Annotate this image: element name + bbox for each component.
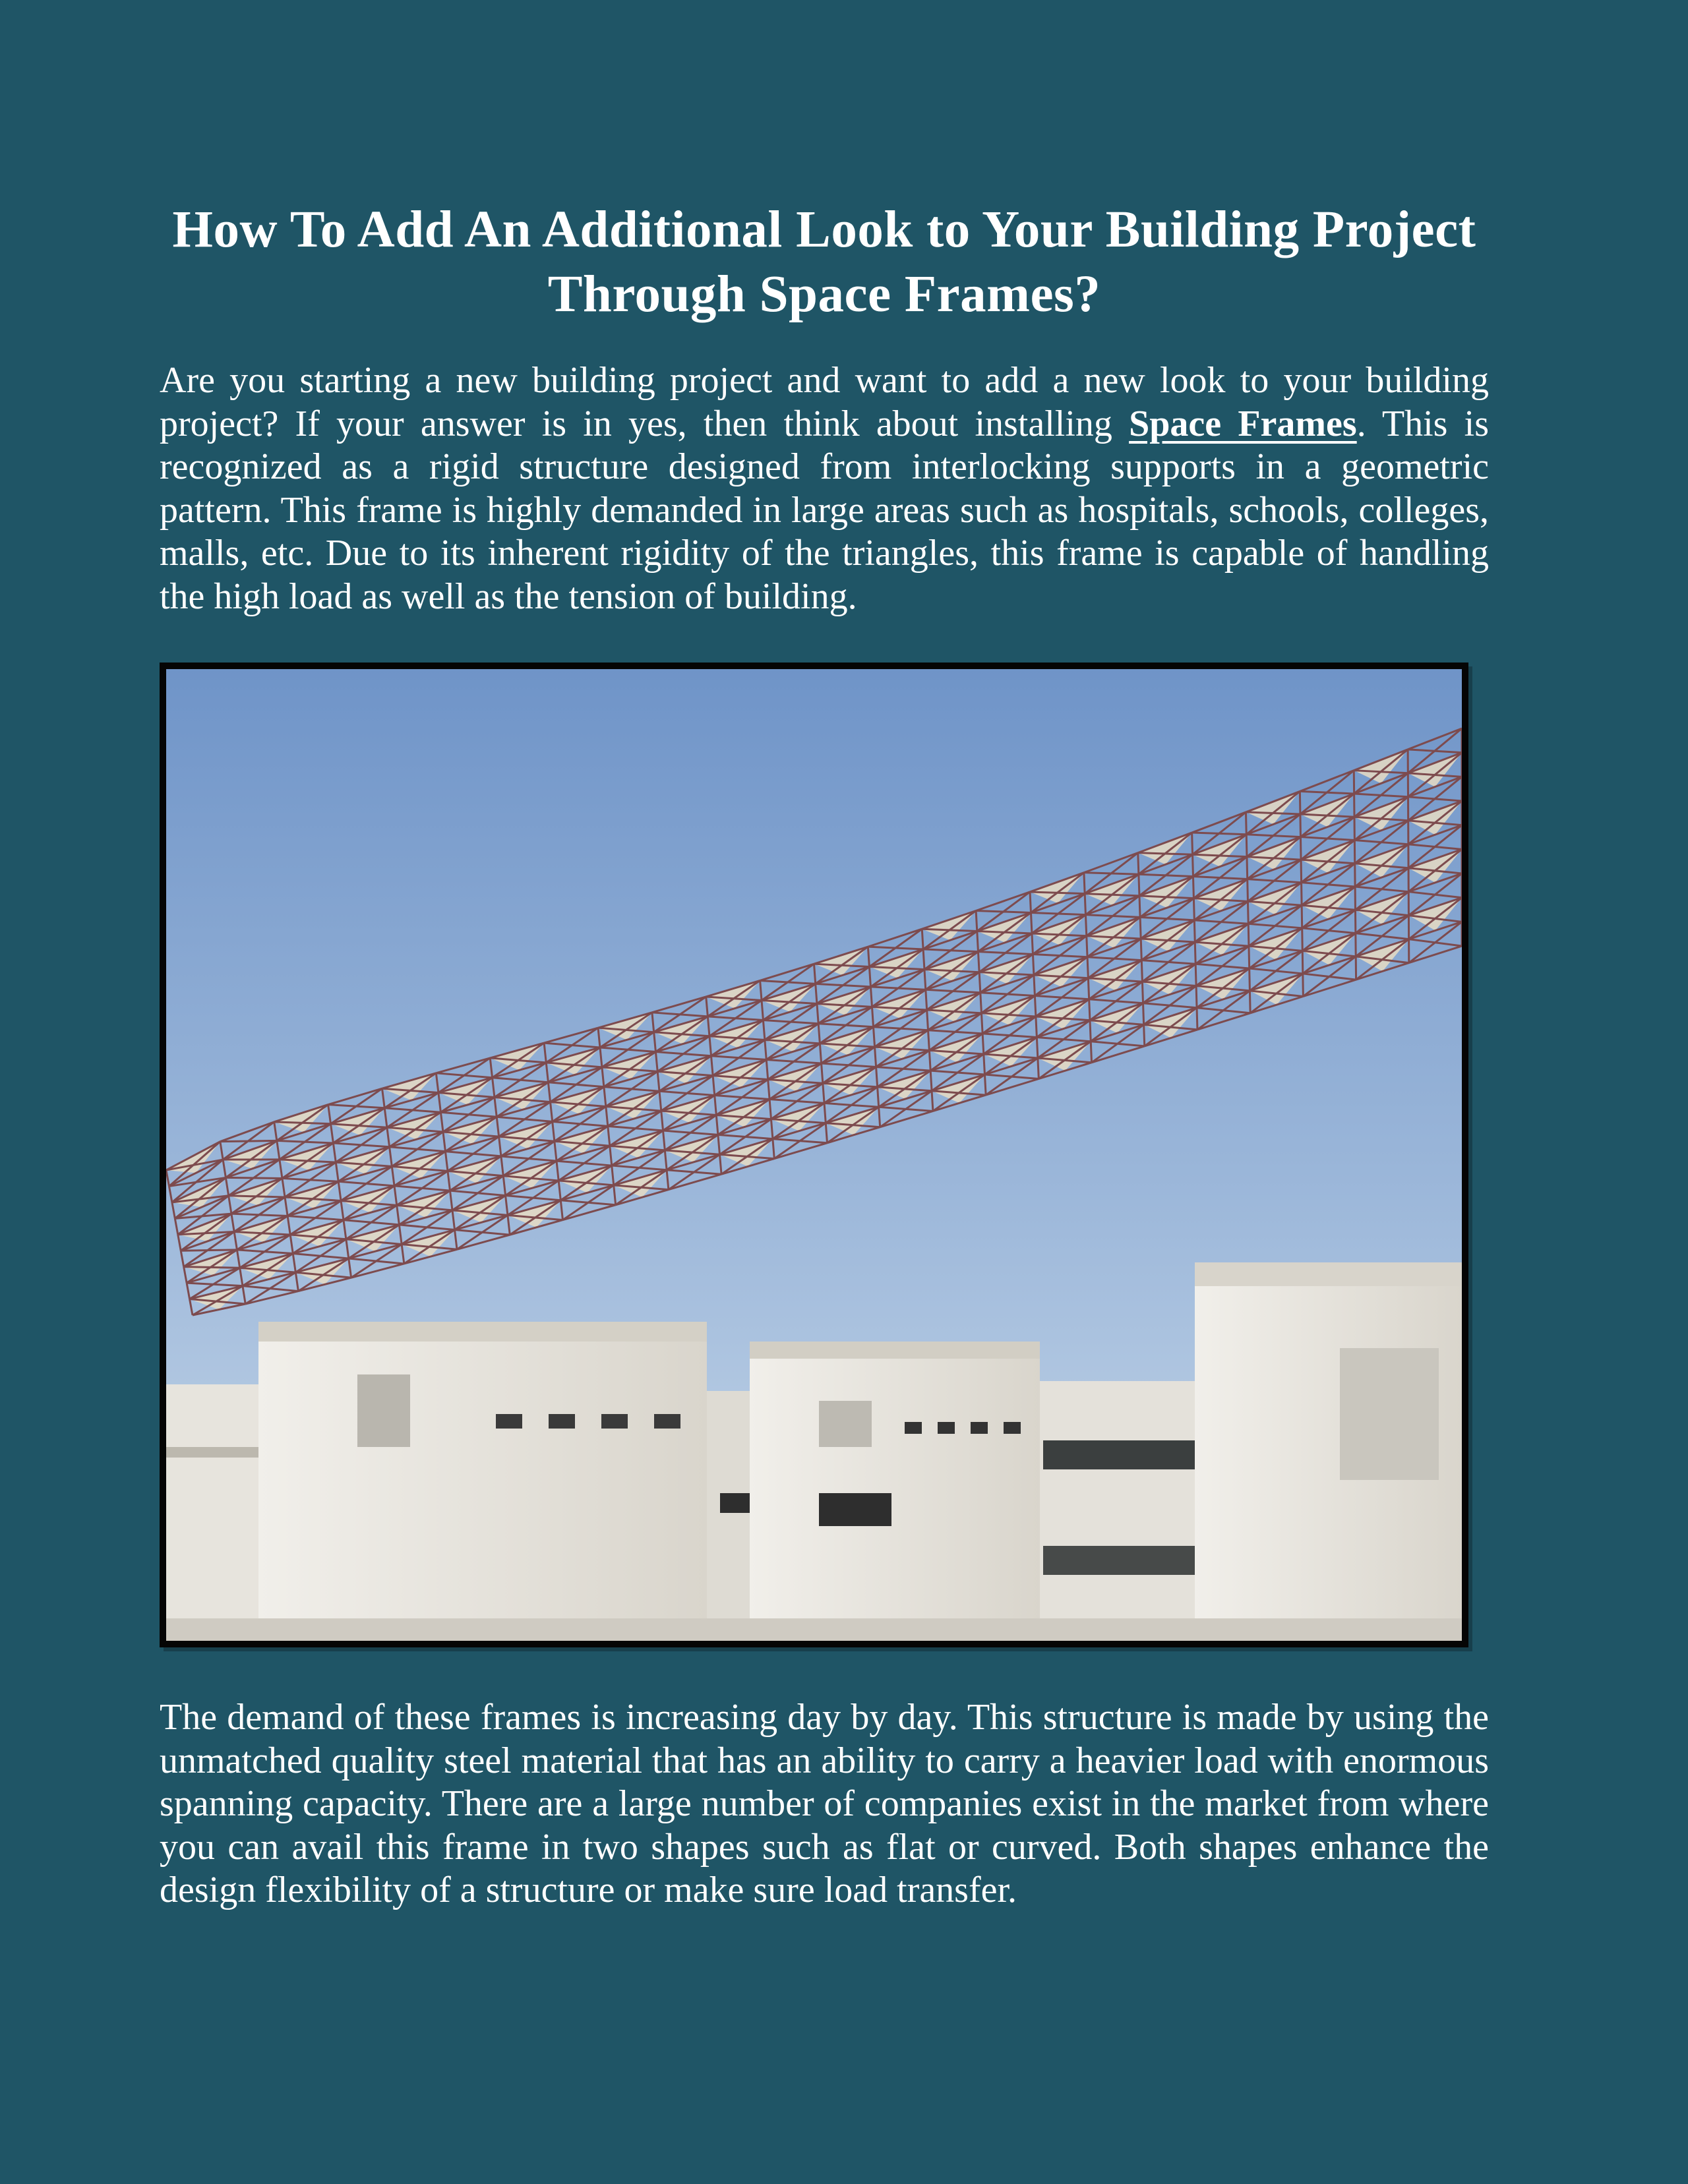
space-frame-photo: [160, 663, 1468, 1647]
intro-text-start: Are you starting a new building project and want to add a new look to your building project? If your answer is in yes, then think about installing: [160, 360, 1489, 444]
page-title: How To Add An Additional Look to Your Building Project Through Space Frames?: [172, 201, 1476, 323]
space-frames-link[interactable]: Space Frames: [1129, 403, 1357, 444]
demand-paragraph: The demand of these frames is increasing day by day. This structure is made by using the unmatched quality steel material that has an ability to carry a heavier load with enormous spanning capacity. There are a large number of companies exist in the market from where you can avail this frame in two shapes such as flat or curved. Both shapes enhance the design flexibility of a structure or make sure load transfer.: [160, 1697, 1489, 1910]
intro-paragraph: [160, 359, 1489, 618]
intro-text-end: . This is recognized as a rigid structure designed from interlocking supports in a geometric pattern. This frame is highly demanded in large areas such as hospitals, schools, colleges, malls, etc. Due to its inherent rigidity of the triangles, this frame is capable of handling the high load as well as the tension of building.: [160, 403, 1490, 617]
space-frame-roof-illustration: [166, 669, 1462, 1641]
